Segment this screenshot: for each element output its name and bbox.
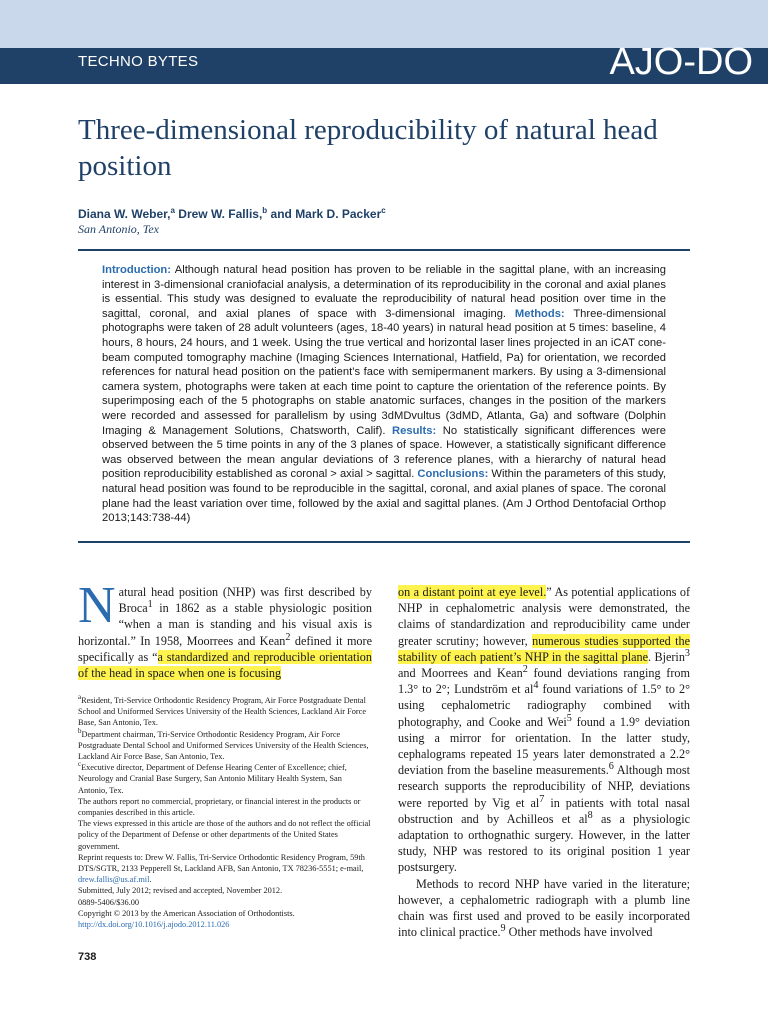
email-link[interactable]: drew.fallis@us.af.mil [78, 875, 150, 885]
page-number: 738 [78, 951, 97, 963]
abstract-methods: Three-dimensional photographs were taken of 28 adult volunteers (ages, 18-40 years) in natural head position at 5 times: baseline, 4 hours, 8 hours, 24 hours, and 1 week. Using the true vertical and horizontal laser lines projected in an iCAT cone-beam computed tomography machine (Imaging Sciences International, Hatfield, Pa) for orientation, we recorded references for natural head position on the patient’s face with semipermanent markers. By using a 3-dimensional camera system, photographs were taken at each time point to capture the orientation of the reference points. By superimposing each of the 5 photographs on stable anatomic surfaces, changes in the position of the markers were recorded and assessed for parallelism by using 3dMDvultus (3dMD, Atlanta, Ga) and software (Dolphin Imaging & Management Solutions, Chatsworth, Calif). [102, 307, 666, 437]
abstract-heading-introduction: Introduction: [102, 264, 171, 276]
body-column-right [398, 584, 690, 940]
footnote-issn: 0889-5406/$36.00 [78, 897, 140, 907]
author-name: Diana W. Weber, [78, 207, 171, 221]
footnote-disclosure: The authors report no commercial, proprietary, or financial interest in the products or companies described in this article. [78, 796, 361, 818]
citation[interactable]: 4 [533, 680, 539, 692]
footnote-doi [78, 919, 372, 930]
footnote-affiliation: $^c$Executive director, Department of Defense Hearing Center of Excellence; chief, Neurology and Cranial Base Surgery, San Antonio Military Health System, San Antonio, Tex. [78, 761, 347, 795]
affiliation-marker: b [262, 206, 268, 215]
abstract-heading-conclusions: Conclusions: [414, 468, 489, 481]
abstract-heading-results: Results: [385, 424, 437, 437]
abstract-results: No statistically significant differences were observed between the 5 time points in any of the 3 planes of space. However, a statistically significant difference was observed between the mean angular deviations of 3 reference planes, with a hierarchy of natural head position reproducibility established as coronal > axial > sagittal. [102, 424, 666, 481]
author-name: and Mark D. Packer [267, 207, 382, 221]
journal-logo: AJO-DO [609, 41, 753, 83]
highlighted-text: on a distant point at eye level. [398, 585, 547, 599]
citation[interactable]: 2 [285, 631, 291, 643]
doi-link[interactable]: http://dx.doi.org/10.1016/j.ajodo.2012.11.026 [78, 920, 230, 930]
body-column-left [78, 577, 372, 681]
body-paragraph: Methods to record NHP have varied in the literature; however, a cephalometric radiograph with a plumb line chain was first used and proved to be easily incorporated into clinical practice.$^9$ Other methods have involved [398, 876, 690, 940]
article-title: Three-dimensional reproducibility of natural head position [78, 114, 658, 182]
abstract-introduction: Although natural head position has proven to be reliable in the sagittal plane, with an increasing interest in 3-dimensional craniofacial analysis, a determination of its reproducibility in the coronal and axial planes is essential. This study was designed to evaluate the reproducibility of natural head position over time in the sagittal, coronal, and axial planes of space with 3-dimensional imaging. [102, 264, 666, 320]
affiliation-marker: c [381, 206, 386, 215]
citation[interactable]: 5 [566, 712, 572, 724]
body-paragraph: on a distant point at eye level.” As potential applications of NHP in cephalometric analysis were demonstrated, the claims of standardization and reproducibility came under greater scrutiny; however, numerous studies supported the stability of each patient’s NHP in the sagittal plane. Bjerin$^3$ and Moorrees and Kean$^2$ found deviations ranging from 1.3° to 2°; Lundström et $al^4$ found variations of 1.5° to 2° using cephalometric radiography combined with photography, and Cooke and Wei$^5$ found a 1.9° deviation using a mirror for orientation. In the latter study, cephalograms repeated 15 years later demonstrated a 2.2° deviation from the baseline measurements.$^6$ Although most research supports the reproducibility of NHP, deviations were reported by Vig et $al^7$ in patients with total nasal obstruction and by Achilleos et $al^8$ as a physiologic adaptation to orthognathic surgery. However, in the latter study, NHP was restored to its original position 1 year postsurgery. [398, 585, 691, 875]
citation[interactable]: 9 [500, 923, 506, 935]
footnote-copyright: Copyright © 2013 by the American Association of Orthodontists. [78, 908, 295, 918]
citation[interactable]: 7 [539, 793, 545, 805]
drop-cap: N [78, 577, 116, 634]
abstract-conclusions: Within the parameters of this study, natural head position was found to be reproducible in the sagittal, coronal, and axial planes of space. The coronal plane had the least variation over time, followed by the axial and sagittal planes. (Am J Orthod Dentofacial Orthop 2013;143:738-44) [102, 468, 667, 525]
citation[interactable]: 3 [684, 647, 690, 659]
author-list [78, 207, 386, 221]
author-location: San Antonio, Tex [78, 222, 160, 236]
citation[interactable]: 6 [608, 761, 614, 773]
footnotes [78, 695, 372, 930]
body-paragraph: Natural head position (NHP) was first described by Broca$^1$ in 1862 as a stable physiologic position “when a man is standing and his visual axis is horizontal.” In 1958, Moorrees and Kean$^2$ defined it more specifically as “a standardized and reproducible orientation of the head in space when one is focusing [78, 577, 372, 681]
citation[interactable]: 1 [147, 599, 153, 611]
footnote-disclaimer: The views expressed in this article are those of the authors and do not reflect the official policy of the Department of Defense or other departments of the United States government. [78, 819, 371, 851]
section-label: TECHNO BYTES [78, 53, 199, 70]
abstract [102, 263, 666, 526]
citation[interactable]: 2 [522, 663, 528, 675]
affiliation-marker: a [170, 206, 175, 215]
abstract-heading-methods: Methods: [506, 307, 565, 320]
footnote-affiliation: $^a$Resident, Tri-Service Orthodontic Residency Program, Air Force Postgraduate Dental School and Uniformed Services University of the Health Sciences, Lackland Air Force Base, San Antonio, Tex. [78, 694, 367, 728]
citation[interactable]: 8 [587, 809, 593, 821]
footnote-submitted: Submitted, July 2012; revised and accepted, November 2012. [78, 886, 283, 896]
author-name: Drew W. Fallis, [174, 207, 263, 221]
footnote-affiliation: $^b$Department chairman, Tri-Service Orthodontic Residency Program, Air Force Postgraduate Dental School and Uniformed Services University of the Health Sciences, Lackland Air Force Base, San Antonio, Tex. [78, 727, 369, 762]
abstract-top-rule [78, 249, 690, 251]
footnote-reprint: Reprint requests to: Drew W. Fallis, Tri-Service Orthodontic Residency Program, 59th DTS/SGTR, 2133 Pepperell St, Lackland AFB, San Antonio, TX 78236-5551; e-mail, drew.fallis@us.af.mil. [78, 852, 365, 885]
abstract-bottom-rule [78, 541, 690, 543]
highlighted-text: numerous studies supported the stability of each patient’s NHP in the sagittal plane [398, 633, 690, 664]
highlighted-text: a standardized and reproducible orientation of the head in space when one is focusing [78, 649, 372, 681]
